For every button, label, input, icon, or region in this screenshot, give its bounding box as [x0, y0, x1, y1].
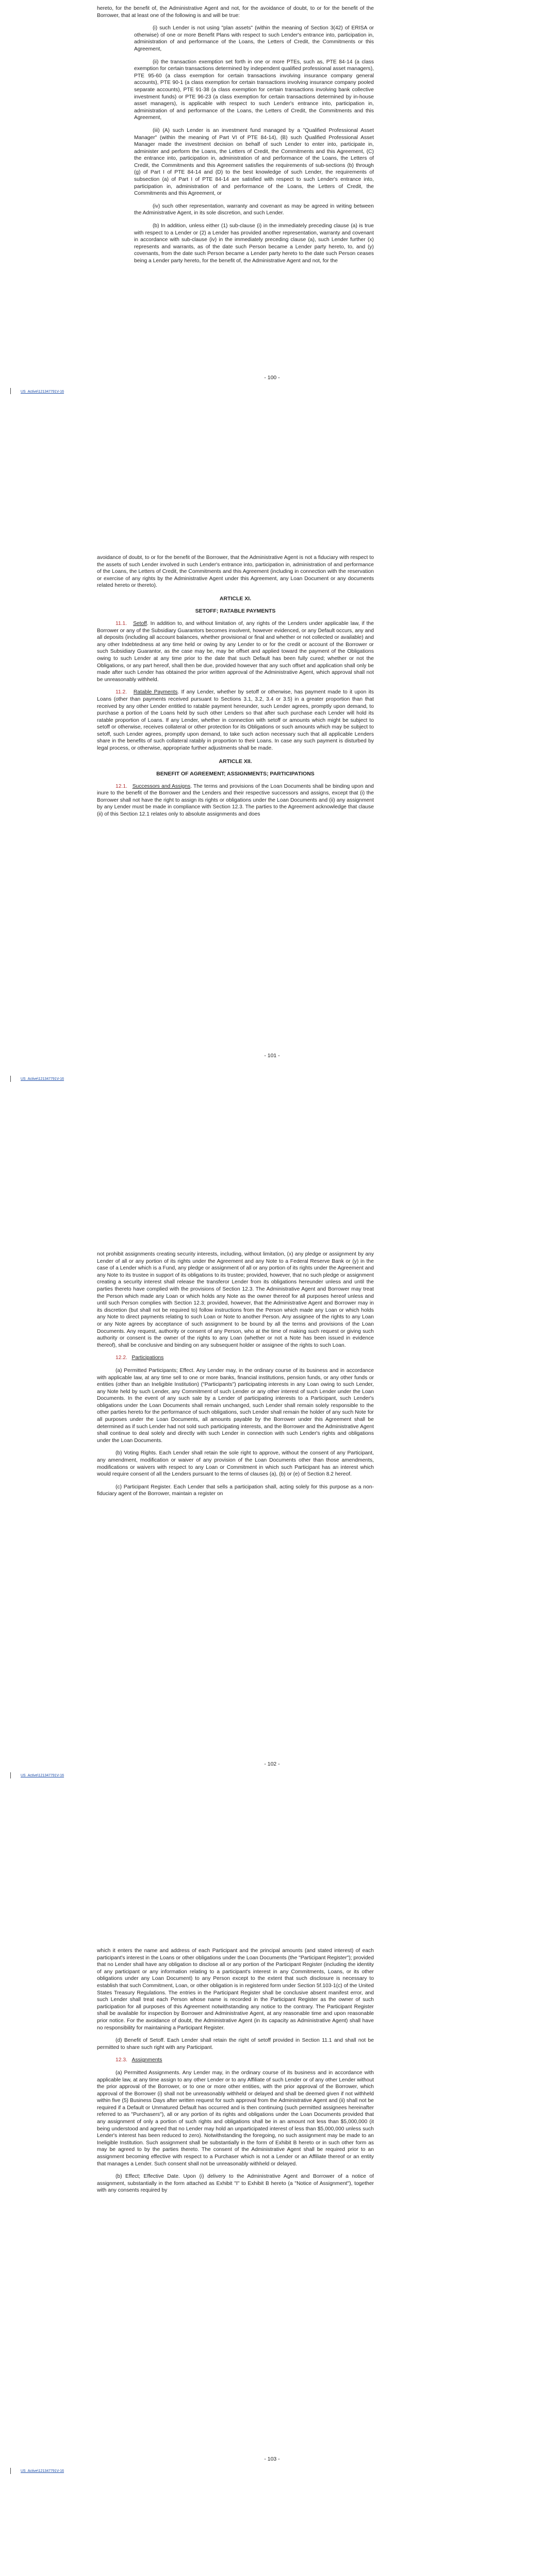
section-heading: Participations [131, 1355, 164, 1361]
article-heading: ARTICLE XI. [219, 595, 252, 602]
clause-i: (i) such Lender is not using "plan assets" (within the meaning of Section 3(42) of ERISA or otherwise) of one or more Benefit Plans with respect to such Lender's entrance into, participation in, administration of and performance of the Loans, the Letters of Credit, the Commitments or this Agreement, [134, 25, 374, 52]
article-title: BENEFIT OF AGREEMENT; ASSIGNMENTS; PARTICIPATIONS [156, 770, 315, 777]
section-12-3 [97, 2057, 374, 2064]
page-number: - 100 - [264, 375, 280, 381]
section-number: 12.3. [116, 2057, 127, 2063]
change-bar [10, 1772, 11, 1778]
section-text: . The terms and provisions of the Loan Documents shall be binding upon and inure to the benefit of the Borrower and the Lenders and their respective successors and assigns, except that (i) the Borrower shall not have the right to assign its rights or obligations under the Loan Documents and (ii) any assignment by any Lender must be made in compliance with Section 12.3. The parties to the Agreement acknowledge that clause (ii) of this Section 12.1 relates only to absolute assignments and does [97, 783, 374, 818]
section-11-2 [97, 689, 374, 752]
section-heading: Setoff [133, 620, 147, 626]
page-number: - 101 - [264, 1053, 280, 1059]
clause-b: (b) In addition, unless either (1) sub-clause (i) in the immediately preceding clause (a) is true with respect to a Lender or (2) a Lender has provided another representation, warranty and covenant in accordance with sub-clause (iv) in the immediately preceding clause (a), such Lender further (x) represents and warrants, as of the date such Person became a Lender party hereto, to, and (y) covenants, from the date such Person became a Lender party hereto to the date such Person ceases being a Lender party hereto, for the benefit of, the Administrative Agent and not, for the [134, 223, 374, 264]
document-footer[interactable]: US_Active\121347791V-16 [21, 390, 64, 394]
page-100 [0, 5, 544, 270]
change-bar [10, 1076, 11, 1082]
document-footer[interactable]: US_Active\121347791V-16 [21, 2469, 64, 2473]
page-102 [0, 1251, 544, 1503]
page-number: - 103 - [264, 2456, 280, 2462]
paragraph: not prohibit assignments creating security interests, including, without limitation, (x) any pledge or assignment by any Lender of all or any portion of its rights under the Agreement and any Note to a Federal Reserve Bank or (y) in the case of a Lender which is a Fund, any pledge or assignment of all or any portion of its rights under the Agreement and any Note to its trustee in support of its obligations to its trustee; provided, however, that no such pledge or assignment creating a security interest shall release the transferor Lender from its obligations hereunder unless and until the parties thereto have complied with the provisions of Section 12.3. The Administrative Agent and Borrower may treat the Person which made any Loan or which holds any Note as the owner thereof for all purposes hereof unless and until such Person complies with Section 12.3; provided, however, that the Administrative Agent and Borrower may in its discretion (but shall not be required to) follow instructions from the Person which made any Loan or which holds any Note to direct payments relating to such Loan or Note to another Person. Any assignee of the rights to any Loan or any Note agrees by acceptance of such assignment to be bound by all the terms and provisions of the Loan Documents. Any request, authority or consent of any Person, who at the time of making such request or giving such authority or consent is the owner of the rights to any Loan (whether or not a Note has been issued in evidence thereof), shall be conclusive and binding on any subsequent holder or assignee of the rights to such Loan. [97, 1251, 374, 1348]
clause-iv: (iv) such other representation, warranty and covenant as may be agreed in writing between the Administrative Agent, in its sole discretion, and such Lender. [134, 203, 374, 216]
section-text: . In addition to, and without limitation of, any rights of the Lenders under applicable law, if the Borrower or any of the Subsidiary Guarantors becomes insolvent, however evidenced, or any Default occurs, any and all deposits (including all account balances, whether provisional or final and whether or not collected or available) and any other Indebtedness at any time held or owing by any Lender to or for the credit or account of the Borrower or such Subsidiary Guarantor, as the case may be, may be offset and applied toward the payment of the Obligations owing to such Lender at any time prior to the date that such Default has been fully cured; whether or not the Obligations, or any part hereof, shall then be due, provided however that any such offset and application shall only be made after such Lender has obtained the prior written approval of the Administrative Agent, which approval shall not be unreasonably withheld. [97, 620, 374, 683]
document-footer[interactable]: US_Active\121347791V-16 [21, 1077, 64, 1081]
clause-ii: (ii) the transaction exemption set forth in one or more PTEs, such as, PTE 84-14 (a class exemption for certain transactions determined by independent qualified professional asset managers), PTE 95-60 (a class exemption for certain transactions involving insurance company general accounts), PTE 90-1 (a class exemption for certain transactions involving insurance company pooled separate accounts), PTE 91-38 (a class exemption for certain transactions involving bank collective investment funds) or PTE 96-23 (a class exemption for certain transactions determined by in-house asset managers), is applicable with respect to such Lender's entrance into, participation in, administration of and performance of the Loans, the Letters of Credit, the Commitments and this Agreement, [134, 59, 374, 121]
page-101 [0, 554, 544, 824]
subsection-a: (a) Permitted Participants; Effect. Any Lender may, in the ordinary course of its business and in accordance with applicable law, at any time sell to one or more banks, financial institutions, pension funds, or any other funds or entities (other than an Ineligible Institution) ("Participants") participating interests in any Loan owing to such Lender, any Note held by such Lender, any Commitment of such Lender or any other interest of such Lender under the Loan Documents. In the event of any such sale by a Lender of participating interests to a Participant, such Lender's obligations under the Loan Documents shall remain unchanged, such Lender shall remain solely responsible to the other parties hereto for the performance of such obligations, such Lender shall remain the holder of any such Note for all purposes under the Loan Documents, all amounts payable by the Borrower under this Agreement shall be determined as if such Lender had not sold such participating interests, and the Borrower and the Administrative Agent shall continue to deal solely and directly with such Lender in connection with such Lender's rights and obligations under the Loan Documents. [97, 1367, 374, 1444]
subsection-d: (d) Benefit of Setoff. Each Lender shall retain the right of setoff provided in Section 11.1 and shall not be permitted to share such right with any Participant. [97, 2038, 374, 2050]
article-title: SETOFF; RATABLE PAYMENTS [195, 607, 276, 614]
paragraph: avoidance of doubt, to or for the benefit of the Borrower, that the Administrative Agent is not a fiduciary with respect to the assets of such Lender involved in such Lender's entrance into, participation in, administration of and performance of the Loans, the Letters of Credit, the Commitments and this Agreement (including in connection with the reservation or exercise of any rights by the Administrative Agent under this Agreement, any Loan Document or any documents related hereto or thereto). [97, 555, 374, 589]
section-number: 12.1. [116, 783, 127, 789]
change-bar [10, 2468, 11, 2474]
change-bar [10, 388, 11, 394]
subsection-c: (c) Participant Register. Each Lender that sells a participation shall, acting solely for this purpose as a non-fiduciary agent of the Borrower, maintain a register on [97, 1484, 374, 1497]
section-heading: Assignments [131, 2057, 162, 2063]
clause-list [134, 25, 374, 264]
subsection-b: (b) Effect; Effective Date. Upon (i) delivery to the Administrative Agent and Borrower of a notice of assignment, substantially in the form attached as Exhibit "I" to Exhibit B hereto (a "Notice of Assignment"), together with any consents required by [97, 2174, 374, 2194]
section-heading: Ratable Payments [133, 689, 178, 696]
section-number: 11.2. [116, 689, 127, 696]
article-heading: ARTICLE XII. [219, 758, 252, 765]
section-heading: Successors and Assigns [132, 783, 191, 789]
subsection-b: (b) Voting Rights. Each Lender shall retain the sole right to approve, without the consent of any Participant, any amendment, modification or waiver of any provision of the Loan Documents other than those amendments, modifications or waivers with respect to any Loan or Commitment in which such Participant has an interest which would require consent of all the Lenders pursuant to the terms of clauses (a), (b) or (e) of Section 8.2 hereof. [97, 1450, 374, 1478]
section-12-1 [97, 783, 374, 818]
paragraph: hereto, for the benefit of, the Administrative Agent and not, for the avoidance of doubt, to or for the benefit of the Borrower, that at least one of the following is and will be true: [97, 6, 374, 19]
section-text: . If any Lender, whether by setoff or otherwise, has payment made to it upon its Loans (other than payments received pursuant to Sections 3.1, 3.2, 3.4 or 3.5) in a greater proportion than that received by any other Lender entitled to ratable payment hereunder, such Lender agrees, promptly upon demand, to purchase a portion of the Loans held by such other Lenders so that after such purchase each Lender will hold its ratable proportion of Loans. If any Lender, whether in connection with setoff or amounts which might be subject to setoff or otherwise, receives collateral or other protection for its Obligations or such amounts which may be subject to setoff, such Lender agrees, promptly upon demand, to take such action necessary such that all applicable Lenders share in the benefits of such collateral ratably in proportion to their Loans. In case any such payment is disturbed by legal process, or otherwise, appropriate further adjustments shall be made. [97, 689, 374, 752]
section-number: 11.1. [116, 620, 127, 626]
section-number: 12.2. [116, 1355, 127, 1361]
paragraph: which it enters the name and address of each Participant and the principal amounts (and stated interest) of each participant's interest in the Loans or other obligations under the Loan Documents (the "Participant Register"); provided that no Lender shall have any obligation to disclose all or any portion of the Participant Register (including the identity of any participant or any information relating to a participant's interest in any Commitments, Loans, or its other obligations under any Loan Document) to any Person except to the extent that such disclosure is necessary to establish that such Commitment, Loan, or other obligation is in registered form under Section 5f.103-1(c) of the United States Treasury Regulations. The entries in the Participant Register shall be conclusive absent manifest error, and such Lender shall treat each Person whose name is recorded in the Participant Register as the owner of such participation for all purposes of this Agreement notwithstanding any notice to the contrary. The Participant Register shall be available for inspection by Borrower and Administrative Agent, at any reasonable time and upon reasonable prior notice. For the avoidance of doubt, the Administrative Agent (in its capacity as Administrative Agent) shall have no responsibility for maintaining a Participant Register. [97, 1948, 374, 2031]
page-number: - 102 - [264, 1761, 280, 1767]
clause-iii: (iii) (A) such Lender is an investment fund managed by a "Qualified Professional Asset Manager" (within the meaning of Part VI of PTE 84-14), (B) such Qualified Professional Asset Manager made the investment decision on behalf of such Lender to enter into, participate in, administer and perform the Loans, the Letters of Credit, the Commitments and this Agreement, (C) the entrance into, participation in, administration of and performance of the Loans, the Letters of Credit, the Commitments and this Agreement satisfies the requirements of sub-sections (b) through (g) of Part I of PTE 84-14 and (D) to the best knowledge of such Lender, the requirements of subsection (a) of Part I of PTE 84-14 are satisfied with respect to such Lender's entrance into, participation in, administration of and performance of the Loans, the Letters of Credit, the Commitments and this Agreement, or [134, 127, 374, 197]
document-footer[interactable]: US_Active\121347791V-16 [21, 1774, 64, 1777]
page-103 [0, 1947, 544, 2200]
subsection-a: (a) Permitted Assignments. Any Lender may, in the ordinary course of its business and in accordance with applicable law, at any time assign to any other Lender or to any Affiliate of such Lender or of any other Lender without the prior approval of the Borrower, or to one or more other entities, with the prior approval of the Borrower, which approval of the Borrower (i) shall not be unreasonably withheld or delayed and shall be deemed given if not withheld within five (5) Business Days after written request for such approval from the Administrative Agent and (ii) shall not be required if a Default or Unmatured Default has occurred and is then continuing (such permitted assignees hereinafter referred to as "Purchasers"), all or any portion of its rights and obligations under the Loan Documents provided that any assignment of only a portion of such rights and obligations shall be in an amount not less than $5,000,000 (it being understood and agreed that no Lender may hold an unparticipated interest of less than $5,000,000 unless such Lender's interest has been reduced to zero). Notwithstanding the foregoing, no such assignment may be made to an Ineligible Institution. Such assignment shall be substantially in the form of Exhibit B hereto or in such other form as may be agreed to by the parties thereto. The consent of the Administrative Agent shall be required prior to an assignment becoming effective with respect to a Purchaser which is not a Lender or an Affiliate thereof or an entity that manages a Lender. Such consent shall not be unreasonably withheld or delayed. [97, 2070, 374, 2167]
section-11-1 [97, 620, 374, 683]
section-12-2 [97, 1354, 374, 1362]
